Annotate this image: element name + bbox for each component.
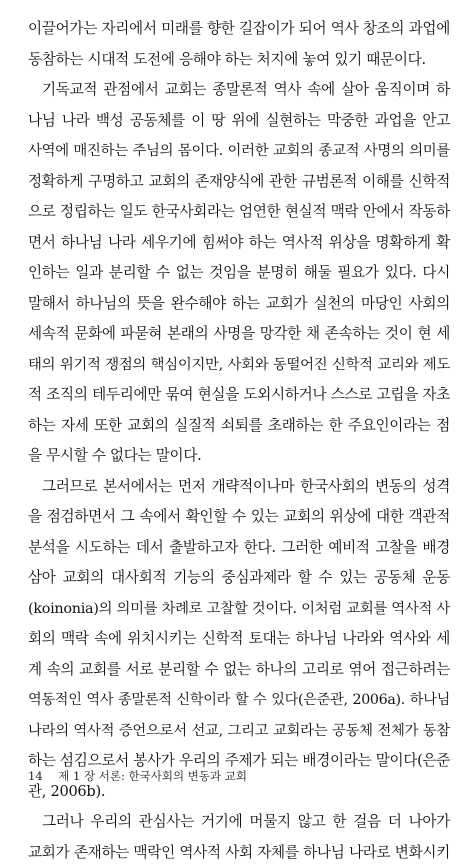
text-line: 그러나 우리의 관심사는 거기에 머물지 않고 한 걸음 더 나아가 <box>28 807 450 838</box>
text-line: 계 속의 교회를 서로 분리할 수 없는 하나의 고리로 엮어 접근하려는 <box>28 655 450 686</box>
page-number: 14 <box>28 769 43 783</box>
text-line: 을 무시할 수 없다는 말이다. <box>28 441 450 472</box>
text-line: 하는 섬김으로서 봉사가 우리의 주제가 되는 배경이라는 말이다(은준 <box>28 746 450 777</box>
text-line: 하는 자세 또한 교회의 실질적 쇠퇴를 초래하는 한 주요인이라는 점 <box>28 411 450 442</box>
text-line: 사역에 매진하는 주님의 몸이다. 이러한 교회의 종교적 사명의 의미를 <box>28 136 450 167</box>
text-line: 인하는 일과 분리할 수 없는 것임을 분명히 해둘 필요가 있다. 다시 <box>28 258 450 289</box>
text-line: 관, 2006b). <box>28 777 450 808</box>
text-line: 동참하는 시대적 도전에 응해야 하는 처지에 놓여 있기 때문이다. <box>28 45 450 76</box>
text-line: 나라의 역사적 증언으로서 선교, 그리고 교회라는 공동체 전체가 동참 <box>28 716 450 747</box>
text-line: 말해서 하나님의 뜻을 완수해야 하는 교회가 실천의 마당인 사회의 <box>28 289 450 320</box>
text-line: 역동적인 역사 종말론적 신학이라 할 수 있다(은준관, 2006a). 하나님 <box>28 685 450 716</box>
text-line: 회의 맥락 속에 위치시키는 신학적 토대는 하나님 나라와 역사와 세 <box>28 624 450 655</box>
text-line: 삼아 교회의 대사회적 기능의 중심과제라 할 수 있는 공동체 운동 <box>28 563 450 594</box>
body-text <box>28 14 450 868</box>
text-line: 적 조직의 테두리에만 묶여 현실을 도외시하거나 스스로 고립을 자초 <box>28 380 450 411</box>
text-line: 교회가 존재하는 맥락인 역사적 사회 자체를 하나님 나라로 변화시키 <box>28 838 450 868</box>
running-head: 제 1 장 서론: 한국사회의 변동과 교회 <box>58 769 247 783</box>
text-line: (koinonia)의 의미를 차례로 고찰할 것이다. 이처럼 교회를 역사적 사 <box>28 594 450 625</box>
text-line: 면서 하나님 나라 세우기에 힘써야 하는 역사적 위상을 명확하게 확 <box>28 228 450 259</box>
text-line: 나님 나라 백성 공동체를 이 땅 위에 실현하는 막중한 과업을 안고 <box>28 106 450 137</box>
page-footer <box>28 768 247 784</box>
text-line: 분석을 시도하는 데서 출발하고자 한다. 그러한 예비적 고찰을 배경 <box>28 533 450 564</box>
text-line: 으로 정립하는 일도 한국사회라는 엄연한 현실적 맥락 안에서 작동하 <box>28 197 450 228</box>
text-line: 이끌어가는 자리에서 미래를 향한 길잡이가 되어 역사 창조의 과업에 <box>28 14 450 45</box>
text-line: 기독교적 관점에서 교회는 종말론적 역사 속에 살아 움직이며 하 <box>28 75 450 106</box>
text-line: 정확하게 구명하고 교회의 존재양식에 관한 규범론적 이해를 신학적 <box>28 167 450 198</box>
text-line: 을 점검하면서 그 속에서 확인할 수 있는 교회의 위상에 대한 객관적 <box>28 502 450 533</box>
text-line: 태의 위기적 쟁점의 핵심이지만, 사회와 동떨어진 신학적 교리와 제도 <box>28 350 450 381</box>
text-line: 그러므로 본서에서는 먼저 개략적이나마 한국사회의 변동의 성격 <box>28 472 450 503</box>
text-line: 세속적 문화에 파묻혀 본래의 사명을 망각한 채 존속하는 것이 현 세 <box>28 319 450 350</box>
